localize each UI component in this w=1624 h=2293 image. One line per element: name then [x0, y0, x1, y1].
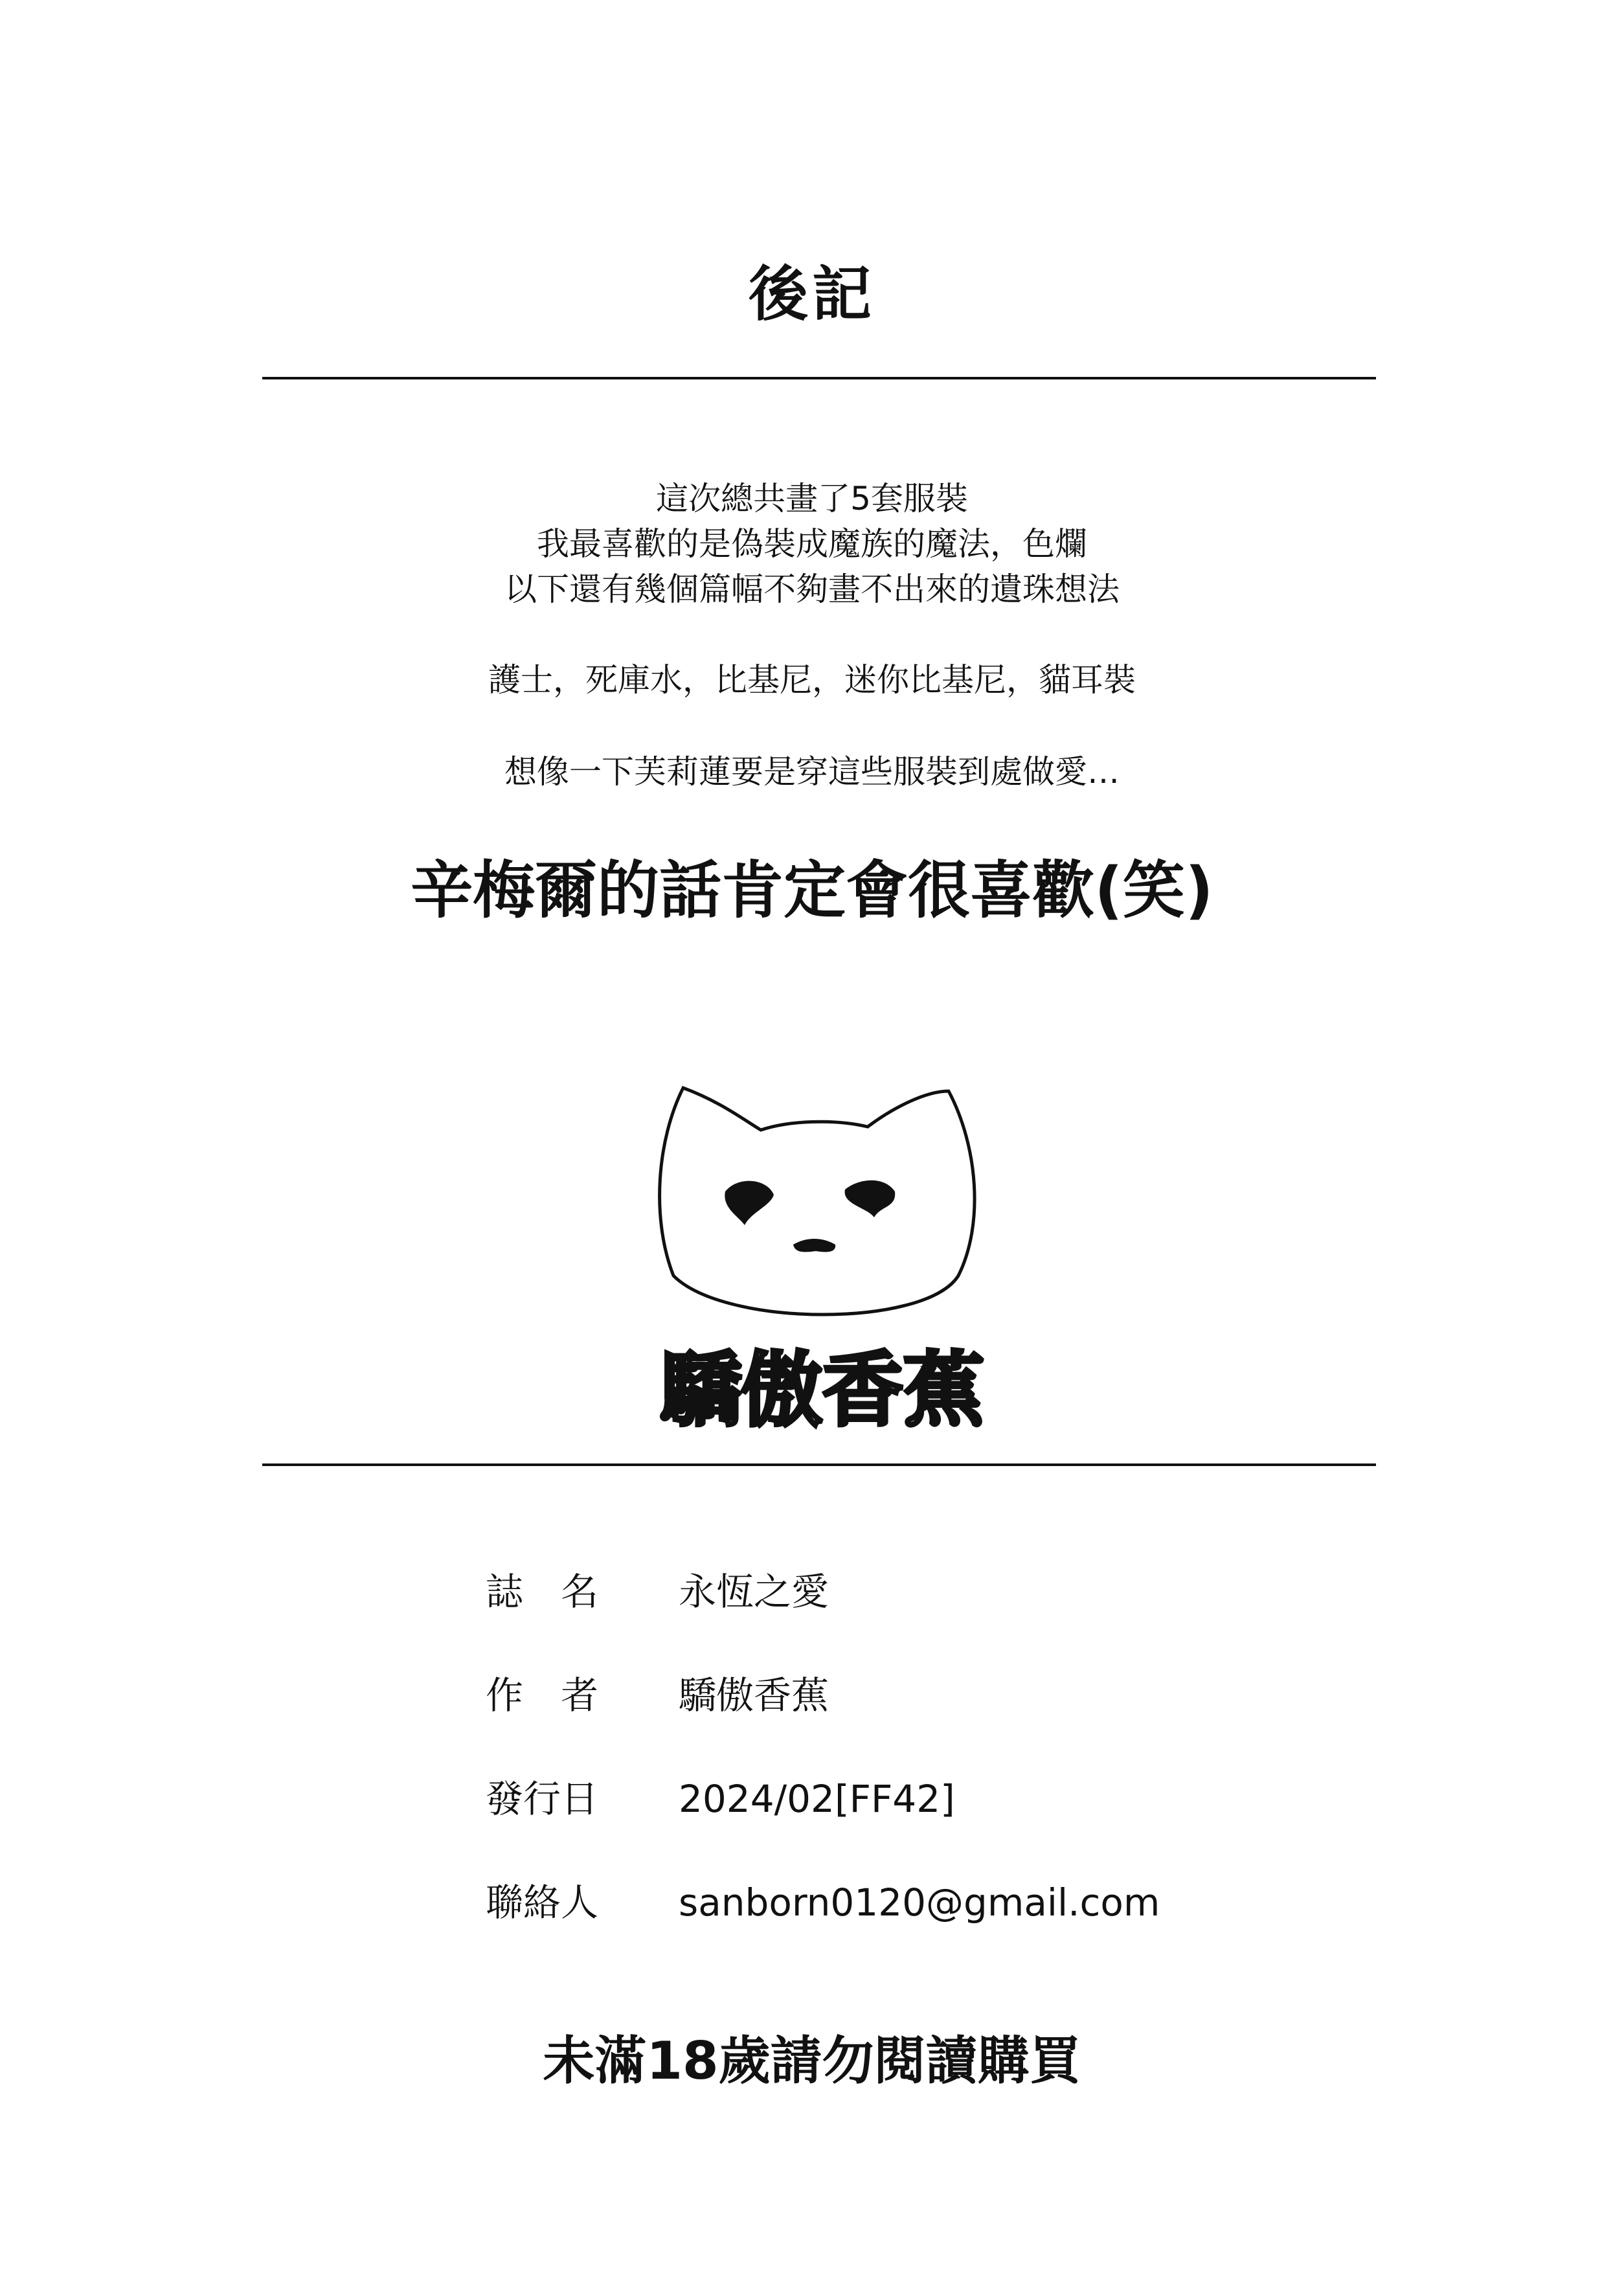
body-line: 這次總共畫了5套服裝 [656, 480, 968, 517]
info-value-release-date: 2024/02[FF42] [679, 1777, 955, 1821]
info-value-author: 驕傲香蕉 [679, 1673, 829, 1717]
age-warning: 未滿18歲請勿閱讀購買 [543, 2031, 1081, 2091]
info-value-contact: sanborn0120@gmail.com [679, 1881, 1160, 1925]
info-label-contact: 聯絡人 [486, 1881, 599, 1925]
body-line: 以下還有幾個篇幅不夠畫不出來的遺珠想法 [504, 570, 1120, 608]
body-line: 想像一下芙莉蓮要是穿這些服裝到處做愛… [504, 753, 1120, 791]
top-divider [262, 377, 1376, 379]
bottom-divider [262, 1463, 1376, 1466]
punchline: 辛梅爾的話肯定會很喜歡(笑) [411, 854, 1213, 927]
circle-logo-text: 驕傲香蕉 [660, 1344, 984, 1438]
page-title: 後記 [748, 260, 875, 329]
cat-face-icon [660, 1088, 975, 1315]
body-line: 我最喜歡的是偽裝成魔族的魔法，色爛 [537, 525, 1087, 563]
info-value-title: 永恆之愛 [679, 1570, 829, 1614]
info-label-title: 誌 名 [486, 1570, 599, 1614]
circle-logo [648, 1062, 997, 1438]
info-label-release-date: 發行日 [486, 1777, 599, 1821]
info-label-author: 作 者 [486, 1673, 599, 1717]
costume-list: 護士，死庫水，比基尼，迷你比基尼，貓耳裝 [488, 661, 1136, 699]
